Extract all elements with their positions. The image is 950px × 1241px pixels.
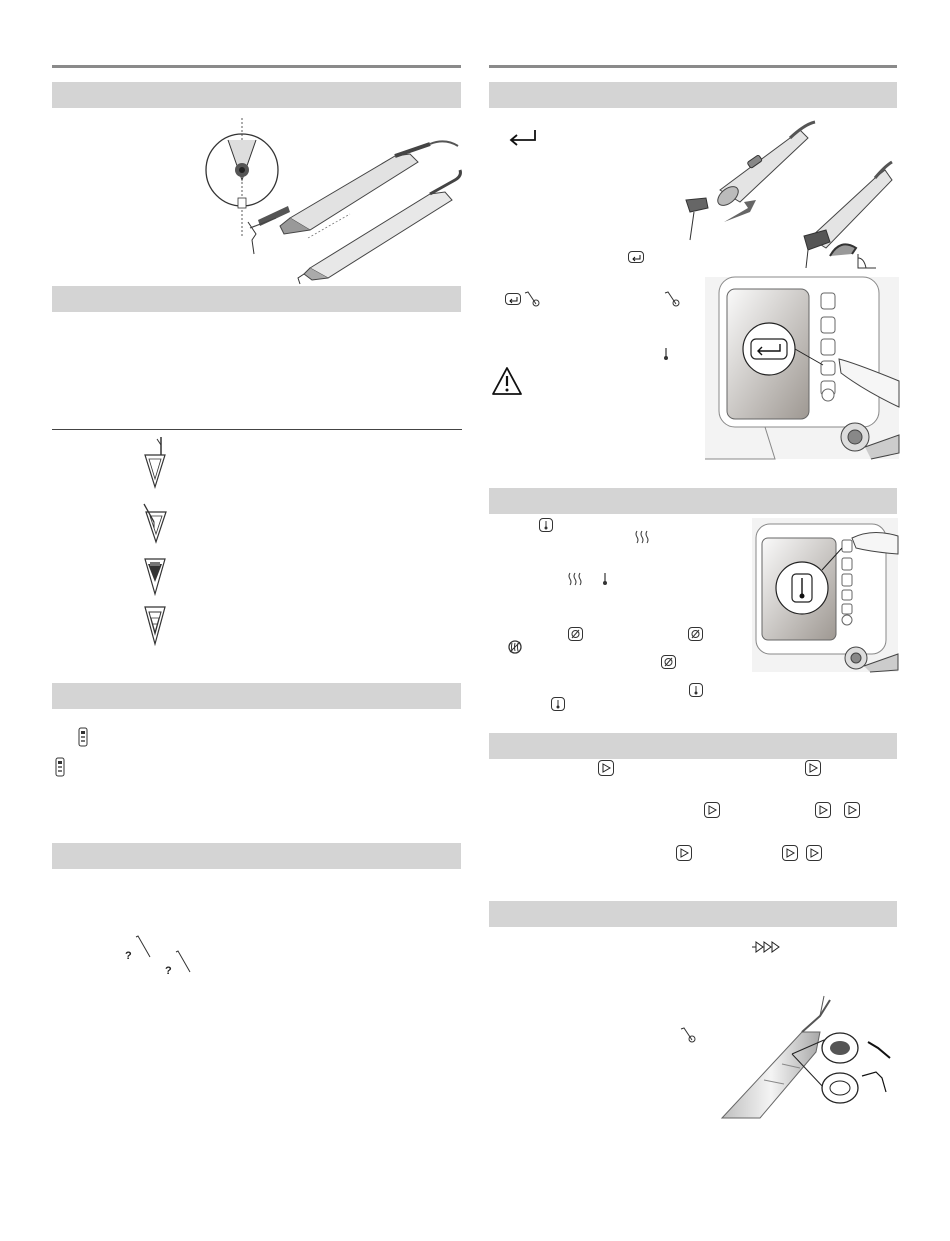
heat-waves-icon	[634, 530, 650, 544]
right-column-top-rule	[489, 65, 897, 68]
heat-off-waves-icon	[508, 640, 522, 654]
svg-text:?: ?	[165, 965, 172, 977]
play-icon	[786, 848, 795, 858]
left-column-top-rule	[52, 65, 461, 68]
enter-key-icon	[508, 128, 538, 144]
thermometer-icon	[542, 520, 550, 530]
table-top-rule	[52, 429, 462, 430]
play-icon	[819, 805, 828, 815]
thermometer-icon	[554, 699, 562, 709]
thermometer-icon	[692, 685, 700, 695]
play-icon	[848, 805, 857, 815]
warning-triangle-icon	[491, 366, 523, 396]
heat-off-icon	[691, 629, 700, 639]
tip-type-diagram-2	[140, 502, 170, 544]
tip-type-diagram-4	[140, 604, 170, 646]
thermometer-icon	[601, 572, 609, 586]
svg-text:?: ?	[125, 950, 132, 962]
section-bar-left-3	[52, 683, 461, 709]
console-enter-illustration	[705, 277, 899, 459]
handpiece-battery-icon-1	[78, 727, 88, 747]
section-bar-right-1	[489, 82, 897, 108]
section-bar-left-4	[52, 843, 461, 869]
handpiece-insertion-illustration	[200, 118, 460, 283]
section-bar-left-2	[52, 286, 461, 312]
section-bar-right-3	[489, 733, 897, 759]
handpiece-tip-detail-illustration	[712, 996, 898, 1118]
heat-off-icon	[571, 629, 580, 639]
handpiece-battery-icon-2	[55, 757, 65, 777]
tip-cleaning-icon	[680, 1027, 696, 1043]
section-bar-right-4	[489, 901, 897, 927]
question-tip-icon-1	[124, 935, 152, 961]
tip-cleaning-icon	[664, 291, 680, 307]
play-icon	[809, 763, 818, 773]
play-icon	[810, 848, 819, 858]
tip-type-diagram-1	[140, 437, 170, 489]
heat-off-icon	[664, 657, 673, 667]
tip-type-diagram-3	[140, 556, 170, 596]
heat-waves-icon	[567, 572, 583, 586]
question-tip-icon-2	[164, 950, 192, 976]
section-bar-right-2	[489, 488, 897, 514]
console-heat-illustration	[752, 518, 898, 672]
enter-key-icon	[631, 254, 641, 261]
enter-key-icon	[508, 296, 518, 303]
thermometer-icon	[662, 347, 670, 361]
tip-changer-illustration	[680, 118, 900, 278]
play-icon	[602, 763, 611, 773]
play-icon	[708, 805, 717, 815]
section-bar-left-1	[52, 82, 461, 108]
fast-forward-icon	[752, 940, 782, 954]
tip-cleaning-icon	[524, 291, 540, 307]
play-icon	[680, 848, 689, 858]
